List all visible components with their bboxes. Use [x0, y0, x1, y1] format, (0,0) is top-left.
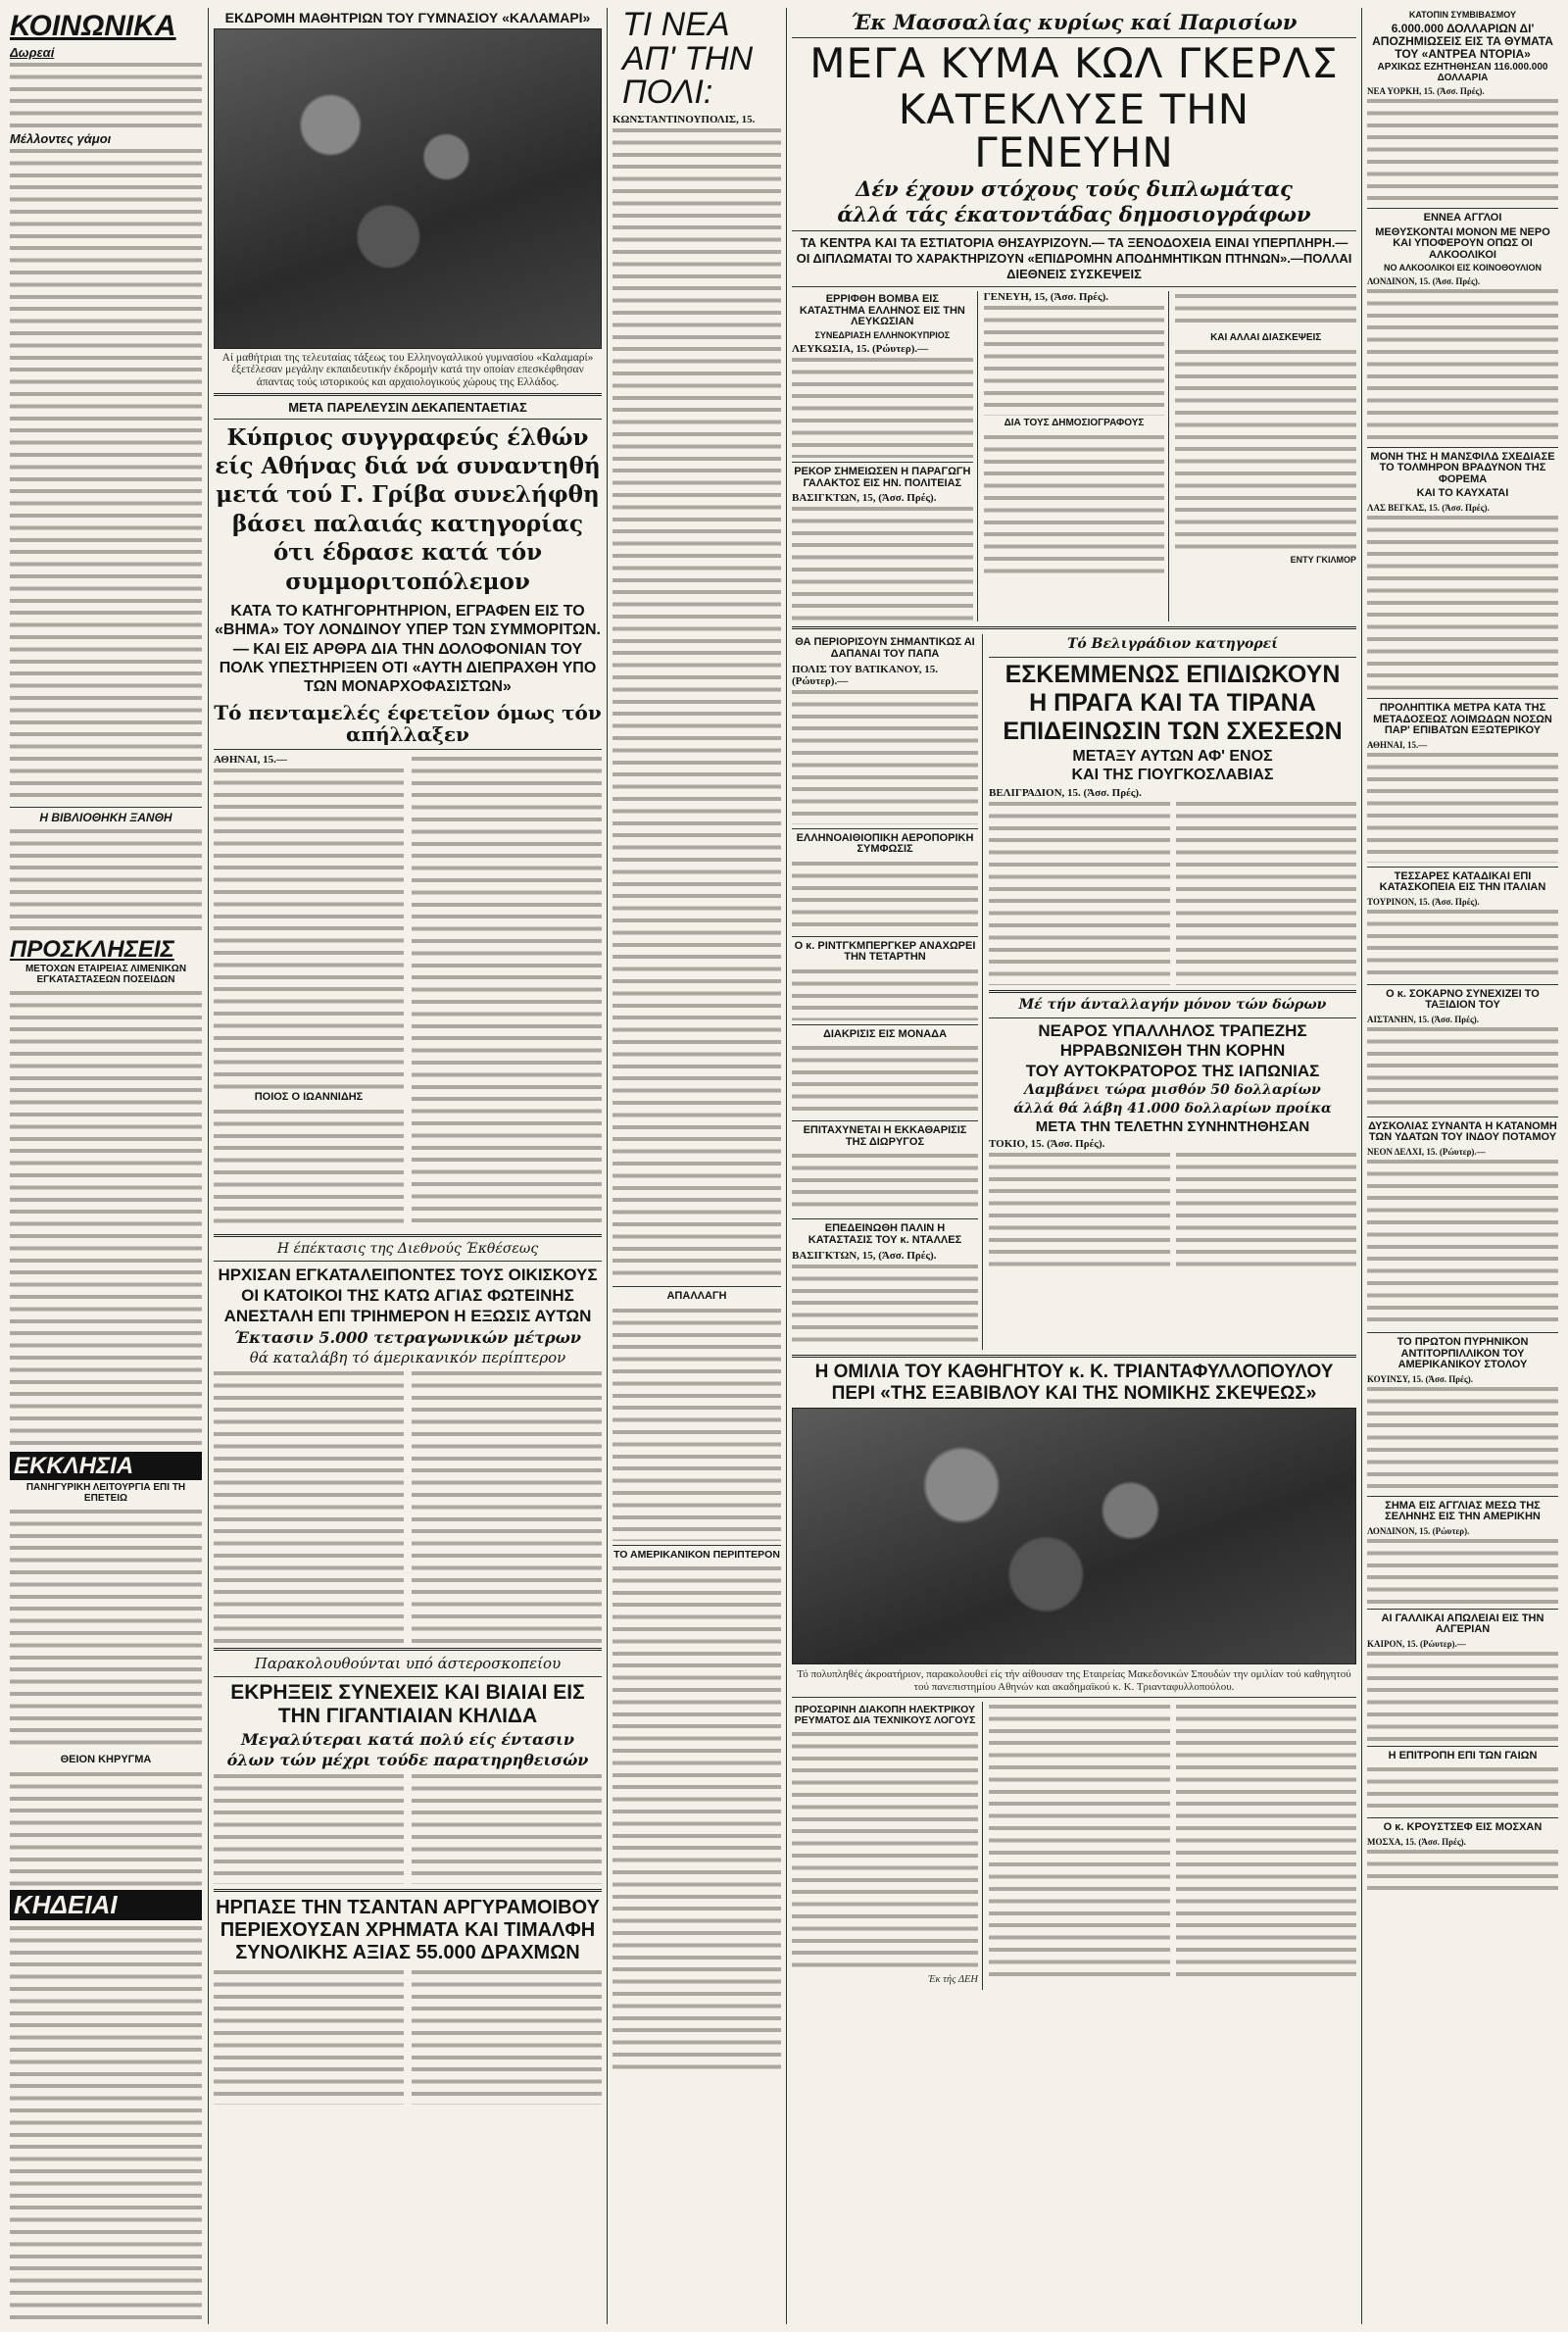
- article-body: [792, 504, 973, 621]
- dateline: ΝΕΑ ΥΟΡΚΗ, 15. (Άσσ. Πρές).: [1367, 86, 1485, 97]
- article-body: [1367, 513, 1558, 694]
- article-body: [412, 754, 602, 1224]
- cyprus-kicker: ΜΕΤΑ ΠΑΡΕΛΕΥΣΙΝ ΔΕΚΑΠΕΝΤΑΕΤΙΑΣ: [288, 399, 527, 415]
- bomb-sub: ΣΥΝΕΔΡΙΑΣΗ ΕΛΛΗΝΟΚΥΠΡΙΟΣ: [814, 329, 951, 340]
- brief-kicker: ΚΑΤΟΠΙΝ ΣΥΜΒΙΒΑΣΜΟΥ: [1408, 10, 1517, 20]
- article-body: [792, 967, 978, 1020]
- article-body: [1367, 1024, 1558, 1113]
- section-title-church: ΕΚΚΛΗΣΙΑ: [10, 1452, 202, 1480]
- record-headline: ΡΕΚΟΡ ΣΗΜΕΙΩΣΕΝ Η ΠΑΡΑΓΩΓΗ ΓΑΛΑΚΤΟΣ ΕΙΣ ΗΝ. ΠΟΛΙΤΕΙΑΣ: [794, 466, 971, 489]
- lecture-headline-2: ΠΕΡΙ «ΤΗΣ ΕΞΑΒΙΒΛΟΥ ΚΑΙ ΤΗΣ ΝΟΜΙΚΗΣ ΣΚΕΨΕΩΣ»: [831, 1383, 1317, 1405]
- geneva-headline-1: ΜΕΓΑ ΚΥΜΑ ΚΩΛ ΓΚΕΡΛΣ: [809, 39, 1339, 88]
- dateline: ΤΟΥΡΙΝΟΝ, 15. (Άσσ. Πρές).: [1367, 896, 1480, 907]
- unit-headline: ΔΙΑΚΡΙΣΙΣ ΕΙΣ ΜΟΝΑΔΑ: [822, 1027, 948, 1040]
- dateline: ΛΟΝΔΙΝΟΝ, 15. (Άσσ. Πρές).: [1367, 275, 1481, 286]
- article-body: [1367, 1764, 1558, 1813]
- subsection-library: Η ΒΙΒΛΙΟΘΗΚΗ ΞΑΝΘΗ: [39, 810, 172, 824]
- dateline: ΑΘΗΝΑΙ, 15.—: [1367, 739, 1428, 750]
- article-body: [1367, 286, 1558, 443]
- geneva-headline-2: ΚΑΤΕΚΛΥΣΕ ΤΗΝ ΓΕΝΕΥΗΝ: [898, 85, 1250, 177]
- air-headline: ΕΛΛΗΝΟΑΙΘΙΟΠΙΚΗ ΑΕΡΟΠΟΡΙΚΗ ΣΥΜΦΩΣΙΣ: [796, 831, 974, 856]
- article-body: [1367, 1384, 1558, 1492]
- brief-nuclear: ΤΟ ΠΡΩΤΟΝ ΠΥΡΗΝΙΚΟΝ ΑΝΤΙΤΟΡΠΙΛΛΙΚΟΝ ΤΟΥ ΑΜΕΡΙΚΑΝΙΚΟΥ ΣΤΟΛΟΥ: [1396, 1335, 1529, 1371]
- article-body: [1367, 1847, 1558, 1896]
- wedding-headline-1: ΝΕΑΡΟΣ ΥΠΑΛΛΗΛΟΣ ΤΡΑΠΕΖΗΣ: [1038, 1020, 1307, 1040]
- brief-mansfield-2: ΚΑΙ ΤΟ ΚΑΥΧΑΤΑΙ: [1416, 487, 1509, 500]
- exhibition-kicker: Η έπέκτασις της Διεθνούς Έκθέσεως: [276, 1240, 539, 1257]
- sun-headline: ΕΚΡΗΞΕΙΣ ΣΥΝΕΧΕΙΣ ΚΑΙ ΒΙΑΙΑΙ ΕΙΣ ΤΗΝ ΓΙΓΑΝΤΙΑΙΑΝ ΚΗΛΙΔΑ: [230, 1680, 585, 1727]
- article-body: [1175, 347, 1356, 553]
- article-body: [792, 859, 978, 932]
- article-body: [792, 1729, 978, 1974]
- article-body: [792, 1262, 978, 1350]
- dateline: ΛΑΣ ΒΕΓΚΑΣ, 15. (Άσσ. Πρές).: [1367, 503, 1490, 514]
- journalists-section: ΔΙΑ ΤΟΥΣ ΔΗΜΟΣΙΟΓΡΑΦΟΥΣ: [1004, 418, 1145, 429]
- section-title-invitations: ΠΡΟΣΚΛΗΣΕΙΣ: [10, 936, 174, 964]
- section-title-funerals: ΚΗΔΕΙΑΙ: [10, 1890, 202, 1920]
- pope-headline: ΘΑ ΠΕΡΙΟΡΙΣΟΥΝ ΣΗΜΑΝΤΙΚΩΣ ΑΙ ΔΑΠΑΝΑΙ ΤΟΥ ΠΑΠΑ: [795, 636, 975, 661]
- section-title-social: ΚΟΙΝΩΝΙΚΑ: [10, 10, 176, 42]
- column-briefs: [1367, 8, 1558, 2324]
- article-body: [10, 826, 202, 934]
- prague-sub-2: ΚΑΙ ΤΗΣ ΓΙΟΥΓΚΟΣΛΑΒΙΑΣ: [1071, 767, 1274, 784]
- power-signature: Έκ τής ΔΕΗ: [928, 1974, 978, 1986]
- dateline: ΤΟΚΙΟ, 15. (Άσσ. Πρές).: [989, 1137, 1105, 1150]
- prague-headline-2: Η ΠΡΑΓΑ ΚΑΙ ΤΑ ΤΙΡΑΝΑ: [1029, 689, 1316, 718]
- column-main-right: [792, 8, 1356, 2324]
- bomb-headline: ΕΡΡΙΦΘΗ ΒΟΜΒΑ ΕΙΣ ΚΑΤΑΣΤΗΜΑ ΕΛΛΗΝΟΣ ΕΙΣ ΤΗΝ ΛΕΥΚΩΣΙΑΝ: [799, 293, 965, 328]
- article-body: [612, 1563, 781, 2073]
- cyprus-deck: ΚΑΤΑ ΤΟ ΚΑΤΗΓΟΡΗΤΗΡΙΟΝ, ΕΓΡΑΦΕΝ ΕΙΣ ΤΟ «ΒΗΜΑ» ΤΟΥ ΛΟΝΔΙΝΟΥ ΥΠΕΡ ΤΩΝ ΣΥΜΜΟΡΙΤΩΝ.— ΚΑΙ ΕΙΣ ΑΡΘΡΑ ΔΙΑ ΤΗΝ ΔΟΛΟΦΟΝΙΑΝ ΤΟΥ ΠΟΛΚ ΥΠΕΣΤΗΡΙΞΕΝ ΟΤΙ «ΑΥΤΗ ΔΙΕΠΡΑΧΘΗ ΥΠΟ ΤΩΝ ΜΟΝΑΡΧΟΦΑΣΙΣΤΩΝ»: [215, 603, 601, 695]
- wedding-sub-2: άλλά θά λάβη 41.000 δολλαρίων προίκα: [1013, 1100, 1332, 1116]
- article-body: [10, 988, 202, 1449]
- article-body: [1367, 1157, 1558, 1328]
- dulles-headline: ΕΠΕΔΕΙΝΩΘΗ ΠΑΛΙΝ Η ΚΑΤΑΣΤΑΣΙΣ ΤΟΥ κ. ΝΤΑΛΛΕΣ: [808, 1222, 962, 1246]
- belgrade-kicker: Τό Βελιγράδιον κατηγορεί: [1067, 636, 1278, 653]
- wedding-sub-1: Λαμβάνει τώρα μισθόν 50 δολλαρίων: [1024, 1082, 1321, 1099]
- dateline: ΚΟΥΙΝΣΥ, 15. (Άσσ. Πρές).: [1367, 1373, 1473, 1384]
- wedding-headline-2: ΗΡΡΑΒΩΝΙΣΘΗ ΤΗΝ ΚΟΡΗΝ: [1059, 1041, 1286, 1061]
- geneva-deck: ΤΑ ΚΕΝΤΡΑ ΚΑΙ ΤΑ ΕΣΤΙΑΤΟΡΙΑ ΘΗΣΑΥΡΙΖΟΥΝ.— ΤΑ ΞΕΝΟΔΟΧΕΙΑ ΕΙΝΑΙ ΥΠΕΡΠΛΗΡΗ.— ΟΙ ΔΙΠΛΩΜΑΤΑΙ ΤΟ ΧΑΡΑΚΤΗΡΙΖΟΥΝ «ΕΠΙΔΡΟΜΗΝ ΑΠΟΔΗΜΗΤΙΚΩΝ ΠΤΗΝΩΝ».—ΠΟΛΛΑΙ ΔΙΕΘΝΕΙΣ ΣΥΣΚΕΨΕΙΣ: [796, 234, 1352, 282]
- power-headline: ΠΡΟΣΩΡΙΝΗ ΔΙΑΚΟΠΗ ΗΛΕΚΤΡΙΚΟΥ ΡΕΥΜΑΤΟΣ ΔΙΑ ΤΕΧΝΙΚΟΥΣ ΛΟΓΟΥΣ: [794, 1704, 976, 1727]
- prague-sub-1: ΜΕΤΑΞΥ ΑΥΤΩΝ ΑΦ' ΕΝΟΣ: [1072, 747, 1273, 765]
- article-body: [214, 766, 404, 1089]
- brief-algeria: ΑΙ ΓΑΛΛΙΚΑΙ ΑΠΩΛΕΙΑΙ ΕΙΣ ΤΗΝ ΑΛΓΕΡΙΑΝ: [1381, 1612, 1544, 1636]
- brief-dogs: ΜΕΘΥΣΚΟΝΤΑΙ ΜΟΝΟΝ ΜΕ ΝΕΡΟ ΚΑΙ ΥΠΟΦΕΡΟΥΝ ΟΠΩΣ ΟΙ ΑΛΚΟΟΛΙΚΟΙ: [1375, 225, 1550, 261]
- column-social: [10, 8, 202, 2324]
- article-body: [792, 355, 973, 458]
- article-body: [612, 1306, 781, 1541]
- column-rule: [786, 8, 787, 2324]
- geneva-sub1: Δέν έχουν στόχους τούς διπλωμάτας: [856, 176, 1293, 202]
- subsection-gifts: Δωρεαί: [10, 44, 55, 60]
- dateline: ΒΕΛΙΓΡΑΔΙΟΝ, 15. (Άσσ. Πρές).: [989, 787, 1142, 800]
- observatory-kicker: Παρακολουθούνται υπό άστεροσκοπείου: [254, 1655, 562, 1673]
- article-body: [1367, 1536, 1558, 1605]
- brief-mansfield: ΜΟΝΗ ΤΗΣ Η ΜΑΝΣΦΙΛΔ ΣΧΕΔΙΑΣΕ ΤΟ ΤΟΛΜΗΡΟΝ ΒΡΑΔΥΝΟΝ ΤΗΣ ΦΟΡΕΜΑ: [1370, 450, 1555, 485]
- other-talks-section: ΚΑΙ ΑΛΛΑΙ ΔΙΑΣΚΕΨΕΙΣ: [1210, 332, 1322, 344]
- dateline: ΚΑΙΡΟΝ, 15. (Ρώυτερ).—: [1367, 1638, 1466, 1649]
- article-body: [1175, 291, 1356, 330]
- brief-alcoholics: ΝΟ ΑΛΚΟΟΛΙΚΟΙ ΕΙΣ ΚΟΙΝΟΘΟΥΛΙΟΝ: [1383, 263, 1543, 273]
- brief-spies: ΤΕΣΣΑΡΕΣ ΚΑΤΑΔΙΚΑΙ ΕΠΙ ΚΑΤΑΣΚΟΠΕΙΑ ΕΙΣ ΤΗΝ ΙΤΑΛΙΑΝ: [1379, 869, 1546, 894]
- exhibition-headline: ΗΡΧΙΣΑΝ ΕΓΚΑΤΑΛΕΙΠΟΝΤΕΣ ΤΟΥΣ ΟΙΚΙΣΚΟΥΣ ΟΙ ΚΑΤΟΙΚΟΙ ΤΗΣ ΚΑΤΩ ΑΓΙΑΣ ΦΩΤΕΙΝΗΣ ΑΝΕΣΤΑΛΗ ΕΠΙ ΤΡΙΗΜΕΡΟΝ Η ΕΞΩΣΙΣ ΑΥΤΩΝ: [218, 1265, 598, 1325]
- brief-claimed: ΑΡΧΙΚΩΣ ΕΖΗΤΗΘΗΣΑΝ 116.000.000 ΔΟΛΛΑΡΙΑ: [1377, 62, 1548, 83]
- wedding-headline-3: ΤΟΥ ΑΥΤΟΚΡΑΤΟΡΟΣ ΤΗΣ ΙΑΠΩΝΙΑΣ: [1025, 1062, 1320, 1081]
- column-rule: [607, 8, 608, 2324]
- dateline: ΛΕΥΚΩΣΙΑ, 15. (Ρώυτερ).—: [792, 343, 929, 356]
- brief-measures: ΠΡΟΛΗΠΤΙΚΑ ΜΕΤΡΑ ΚΑΤΑ ΤΗΣ ΜΕΤΑΔΟΣΕΩΣ ΛΟΙΜΩΔΩΝ ΝΟΣΩΝ ΠΑΡ' ΕΠΙΒΑΤΩΝ ΕΞΩΤΕΡΙΚΟΥ: [1373, 702, 1552, 737]
- church-subtitle: ΠΑΝΗΓΥΡΙΚΗ ΛΕΙΤΟΥΡΓΙΑ ΕΠΙ ΤΗ ΕΠΕΤΕΙΩ: [25, 1482, 186, 1504]
- dateline: ΑΘΗΝΑΙ, 15.—: [214, 754, 287, 767]
- sermon-title: ΘΕΙΟΝ ΚΗΡΥΓΜΑ: [60, 1754, 152, 1766]
- sun-sub2: όλων τών μέχρι τούδε παρατηρηθεισών: [226, 1750, 589, 1769]
- cyprus-subhead: Τό πενταμελές έφετεῖον όμως τόν απήλλαξεν: [214, 701, 602, 747]
- students-photo: [214, 28, 602, 349]
- wedding-kicker: Μέ τήν άνταλλαγήν μόνον τών δώρων: [1018, 997, 1327, 1014]
- article-body: [10, 1923, 202, 2324]
- geneva-sub2: άλλά τάς έκατοντάδας δημοσιογράφων: [837, 202, 1311, 227]
- ridgway-headline: Ο κ. ΡΙΝΤΓΚΜΠΕΡΓΚΕΡ ΑΝΑΧΩΡΕΙ ΤΗΝ ΤΕΤΑΡΤΗΝ: [794, 939, 976, 964]
- brief-nine: ΕΝΝΕΑ ΑΓΓΛΟΙ: [1423, 212, 1502, 224]
- dateline: ΒΑΣΙΓΚΤΩΝ, 15, (Άσσ. Πρές).: [792, 1249, 937, 1262]
- article-body: [792, 1043, 978, 1116]
- geneva-kicker: Έκ Μασσαλίας κυρίως καί Παρισίων: [851, 10, 1298, 34]
- subsection-future-marriages: Μέλλοντες γάμοι: [10, 130, 112, 146]
- article-body: [10, 1507, 202, 1752]
- column-constantinople: [612, 8, 781, 2324]
- brief-committee: Η ΕΠΙΤΡΟΠΗ ΕΠΙ ΤΩΝ ΓΑΙΩΝ: [1388, 1749, 1538, 1761]
- dateline: ΑΙΣΤΑΝΗΝ, 15. (Άσσ. Πρές).: [1367, 1014, 1480, 1024]
- article-body: [1367, 1649, 1558, 1742]
- dateline: ΛΟΝΔΙΝΟΝ, 15. (Ρώυτερ).: [1367, 1525, 1470, 1536]
- dateline: ΝΕΟΝ ΔΕΛΧΙ, 15. (Ρώυτερ).—: [1367, 1146, 1486, 1157]
- brief-sukarno: Ο κ. ΣΟΚΑΡΝΟ ΣΥΝΕΧΙΖΕΙ ΤΟ ΤΑΞΙΔΙΟΝ ΤΟΥ: [1386, 987, 1540, 1012]
- column-rule: [1361, 8, 1362, 2324]
- article-body: [1367, 907, 1558, 980]
- article-body: [1367, 96, 1558, 204]
- article-body: [10, 60, 202, 128]
- column-rule: [208, 8, 209, 2324]
- article-body: [792, 687, 978, 824]
- title-what-news: ΤΙ ΝΕΑ: [622, 8, 730, 43]
- theft-headline: ΗΡΠΑΣΕ ΤΗΝ ΤΣΑΝΤΑΝ ΑΡΓΥΡΑΜΟΙΒΟΥ ΠΕΡΙΕΧΟΥΣΑΝ ΧΡΗΜΑΤΑ ΚΑΙ ΤΙΜΑΛΦΗ ΣΥΝΟΛΙΚΗΣ ΑΞΙΑΣ 55.000 ΔΡΑΧΜΩΝ: [216, 1897, 600, 1964]
- dateline: ΜΟΣΧΑ, 15. (Άσσ. Πρές).: [1367, 1836, 1466, 1847]
- corridor-headline: ΕΠΙΤΑΧΥΝΕΤΑΙ Η ΕΚΚΑΘΑΡΙΣΙΣ ΤΗΣ ΔΙΩΡΥΓΟΣ: [803, 1124, 967, 1148]
- brief-moon: ΣΗΜΑ ΕΙΣ ΑΓΓΛΙΑΣ ΜΕΣΩ ΤΗΣ ΣΕΛΗΝΗΣ ΕΙΣ ΤΗΝ ΑΜΕΡΙΚΗΝ: [1385, 1499, 1541, 1523]
- byline: ΕΝΤΥ ΓΚΙΛΜΟΡ: [1290, 554, 1356, 565]
- dateline: ΠΟΛΙΣ ΤΟΥ ΒΑΤΙΚΑΝΟΥ, 15. (Ρώυτερ).—: [792, 663, 939, 687]
- article-body: [214, 1107, 404, 1229]
- title-city: ΠΟΛΙ:: [622, 74, 713, 112]
- shareholders-title: ΜΕΤΟΧΩΝ ΕΤΑΙΡΕΙΑΣ ΛΙΜΕΝΙΚΩΝ ΕΓΚΑΤΑΣΤΑΣΕΩΝ ΠΟΣΕΙΔΩΝ: [24, 964, 187, 985]
- photo-headline: ΕΚΔΡΟΜΗ ΜΑΘΗΤΡΙΩΝ ΤΟΥ ΓΥΜΝΑΣΙΟΥ «ΚΑΛΑΜΑΡΙ»: [224, 10, 591, 25]
- photo-caption: Αί μαθήτριαι της τελευταίας τάξεως του Ελληνογαλλικού γυμνασίου «Καλαμαρί» έξετέλεσαν μεγάλην εκπαιδευτικήν έκδρομήν κατά την οποίαν επεσκέφθησαν άπαντας τούς ιστορικούς και αρχαιολογικούς χώρους της Ελλάδος.: [221, 351, 594, 388]
- lecture-headline-1: Η ΟΜΙΛΙΑ ΤΟΥ ΚΑΘΗΓΗΤΟΥ κ. Κ. ΤΡΙΑΝΤΑΦΥΛΛΟΠΟΥΛΟΥ: [814, 1361, 1334, 1382]
- brief-khrushchev: Ο κ. ΚΡΟΥΣΤΣΕΦ ΕΙΣ ΜΟΣΧΑΝ: [1383, 1821, 1543, 1834]
- cyprus-headline: Κύπριος συγγραφεύς έλθών είς Αθήνας διά νά συναντηθή μετά τού Γ. Γρίβα συνελήφθη βάσει παλαιάς κατηγορίας ότι έδρασε κατά τόν συμμοριτοπόλεμον: [215, 423, 601, 595]
- exhibition-sub2: θά καταλάβη τό άμερικανικόν περίπτερον: [249, 1348, 566, 1366]
- lecture-caption: Τό πολυπληθές άκροατήριον, παρακολουθεί είς τήν αίθουσαν της Εταιρείας Μακεδονικών Σπουδών την ομιλίαν τού καθηγητού τού πανεπιστημίου Αθηνών και ακαδημαϊκού κ. Κ. Τριανταφυλλοπούλου.: [797, 1668, 1351, 1693]
- prague-headline-1: ΕΣΚΕΜΜΕΝΩΣ ΕΠΙΔΙΩΚΟΥΝ: [1004, 660, 1341, 688]
- brief-indus: ΔΥΣΚΟΛΙΑΣ ΣΥΝΑΝΤΑ Η ΚΑΤΑΝΟΜΗ ΤΩΝ ΥΔΑΤΩΝ ΤΟΥ ΙΝΔΟΥ ΠΟΤΑΜΟΥ: [1368, 1119, 1557, 1144]
- article-body: [612, 125, 781, 1282]
- wedding-sub-3: ΜΕΤΑ ΤΗΝ ΤΕΛΕΤΗΝ ΣΥΝΗΝΤΗΘΗΣΑΝ: [1035, 1117, 1310, 1135]
- article-body: [984, 303, 1165, 416]
- prague-headline-3: ΕΠΙΔΕΙΝΩΣΙΝ ΤΩΝ ΣΧΕΣΕΩΝ: [1003, 718, 1343, 746]
- dateline: ΒΑΣΙΓΚΤΩΝ, 15, (Άσσ. Πρές).: [792, 492, 937, 505]
- dateline: ΚΩΝΣΤΑΝΤΙΝΟΥΠΟΛΙΣ, 15.: [612, 114, 756, 126]
- article-body: [792, 1151, 978, 1215]
- section-american-pavilion: ΤΟ ΑΜΕΡΙΚΑΝΙΚΟΝ ΠΕΡΙΠΤΕΡΟΝ: [613, 1548, 780, 1561]
- article-body: [984, 432, 1165, 579]
- exhibition-sub1: Έκτασιν 5.000 τετραγωνικών μέτρων: [233, 1328, 582, 1348]
- brief-dollars: 6.000.000 ΔΟΛΛΑΡΙΩΝ ΔΙ' ΑΠΟΖΗΜΙΩΣΕΙΣ ΕΙΣ ΤΑ ΘΥΜΑΤΑ ΤΟΥ «ΑΝΤΡΕΑ ΝΤΟΡΙΑ»: [1372, 22, 1553, 61]
- title-from-the: ΑΠ' ΤΗΝ: [622, 39, 754, 77]
- lecture-photo: [792, 1408, 1356, 1664]
- sun-sub1: Μεγαλύτεραι κατά πολύ είς έντασιν: [241, 1730, 574, 1750]
- dateline: ΓΕΝΕΥΗ, 15, (Άσσ. Πρές).: [983, 291, 1109, 304]
- section-release: ΑΠΑΛΛΑΓΗ: [666, 1290, 727, 1303]
- column-main-left: [214, 8, 602, 2324]
- section-who-is: ΠΟΙΟΣ Ο ΙΩΑΝΝΙΔΗΣ: [254, 1091, 364, 1104]
- article-body: [10, 1769, 202, 1887]
- article-body: [1367, 750, 1558, 863]
- article-body: [10, 146, 202, 803]
